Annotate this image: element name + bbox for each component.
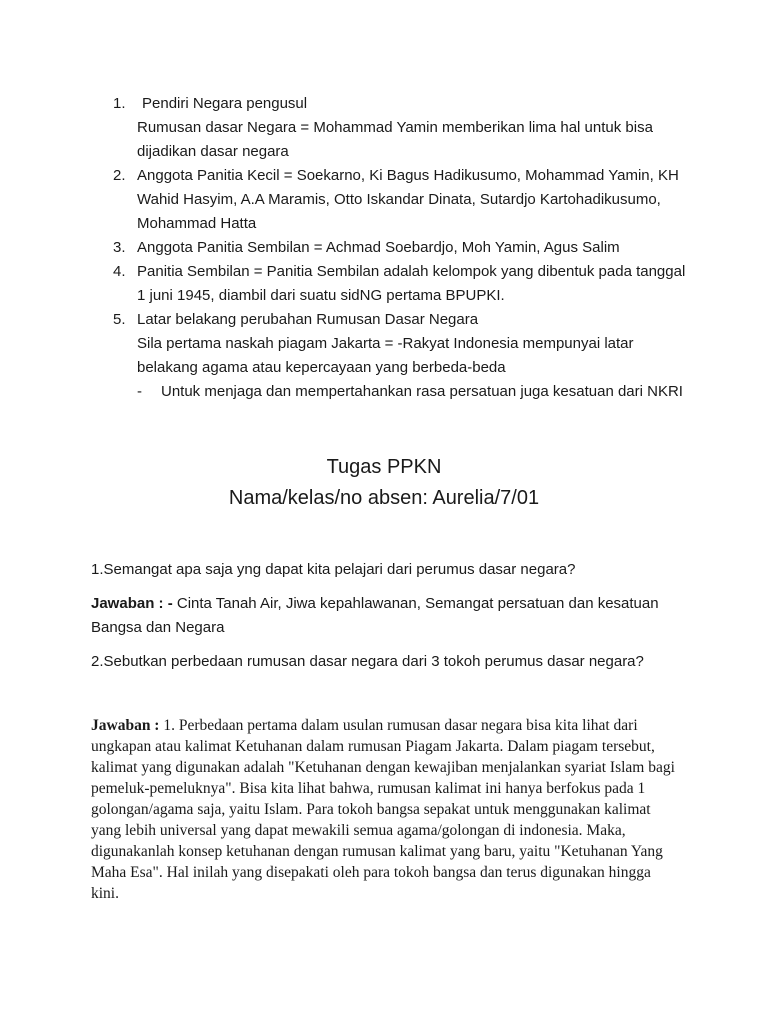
list-item: [113, 308, 693, 404]
list-item-subtext: Sila pertama naskah piagam Jakarta = -Rakyat Indonesia mempunyai latar belakang agama atau kepercayaan yang berbeda-beda: [137, 335, 634, 376]
dash-list-text: Untuk menjaga dan mempertahankan rasa persatuan juga kesatuan dari NKRI: [161, 383, 683, 400]
answer-2: [91, 715, 681, 904]
list-number: 3.: [113, 239, 126, 256]
list-item-heading: Pendiri Negara pengusul: [142, 95, 308, 112]
list-item: [113, 92, 693, 164]
answer-label: Jawaban : -: [91, 595, 173, 612]
list-item: [113, 260, 693, 308]
list-item-heading: Anggota Panitia Sembilan = Achmad Soebardjo, Moh Yamin, Agus Salim: [137, 239, 620, 256]
dash-list: [137, 380, 693, 404]
answer-label: Jawaban :: [91, 717, 160, 734]
list-number: 4.: [113, 263, 126, 280]
question-2: 2.Sebutkan perbedaan rumusan dasar negara dari 3 tokoh perumus dasar negara?: [91, 653, 644, 670]
answer-text: 1. Perbedaan pertama dalam usulan rumusan dasar negara bisa kita lihat dari ungkapan atau kalimat Ketuhanan dalam rumusan Piagam Jakarta. Dalam piagam tersebut, kalimat yang digunakan adalah "Ketuhanan dengan kewajiban menjalankan syariat Islam bagi pemeluk-pemeluknya". Bisa kita lihat bahwa, rumusan kalimat ini hanya berfokus pada 1 golongan/agama saja, yaitu Islam. Para tokoh bangsa sepakat untuk menggunakan kalimat yang lebih universal yang dapat mewakili semua agama/golongan di indonesia. Maka, digunakanlah konsep ketuhanan dengan rumusan kalimat yang baru, yaitu "Ketuhanan Yang Maha Esa". Hal inilah yang disepakati oleh para tokoh bangsa dan terus digunakan hingga kini.: [91, 717, 675, 902]
answer-text: Cinta Tanah Air, Jiwa kepahlawanan, Semangat persatuan dan kesatuan Bangsa dan Negara: [91, 595, 659, 636]
list-number: 2.: [113, 167, 126, 184]
list-item-heading: Anggota Panitia Kecil = Soekarno, Ki Bagus Hadikusumo, Mohammad Yamin, KH Wahid Hasyim, A.A Maramis, Otto Iskandar Dinata, Sutardjo Kartohadikusumo, Mohammad Hatta: [137, 167, 679, 232]
page-title: Tugas PPKN: [326, 456, 442, 478]
question-1: 1.Semangat apa saja yng dapat kita pelajari dari perumus dasar negara?: [91, 561, 576, 578]
answer-1: [91, 592, 681, 640]
list-item-heading: Latar belakang perubahan Rumusan Dasar Negara: [137, 311, 479, 328]
dash-bullet: -: [137, 383, 142, 400]
list-item-subtext: Rumusan dasar Negara = Mohammad Yamin memberikan lima hal untuk bisa dijadikan dasar negara: [137, 119, 653, 160]
list-item-heading: Panitia Sembilan = Panitia Sembilan adalah kelompok yang dibentuk pada tanggal 1 juni 1945, diambil dari suatu sidNG pertama BPUPKI.: [137, 263, 686, 304]
list-number: 1.: [113, 95, 126, 112]
list-number: 5.: [113, 311, 126, 328]
list-item: [113, 164, 693, 236]
student-info: Nama/kelas/no absen: Aurelia/7/01: [228, 487, 540, 509]
numbered-list: [113, 92, 693, 404]
dash-list-item: [137, 380, 693, 404]
list-item: [113, 236, 693, 260]
